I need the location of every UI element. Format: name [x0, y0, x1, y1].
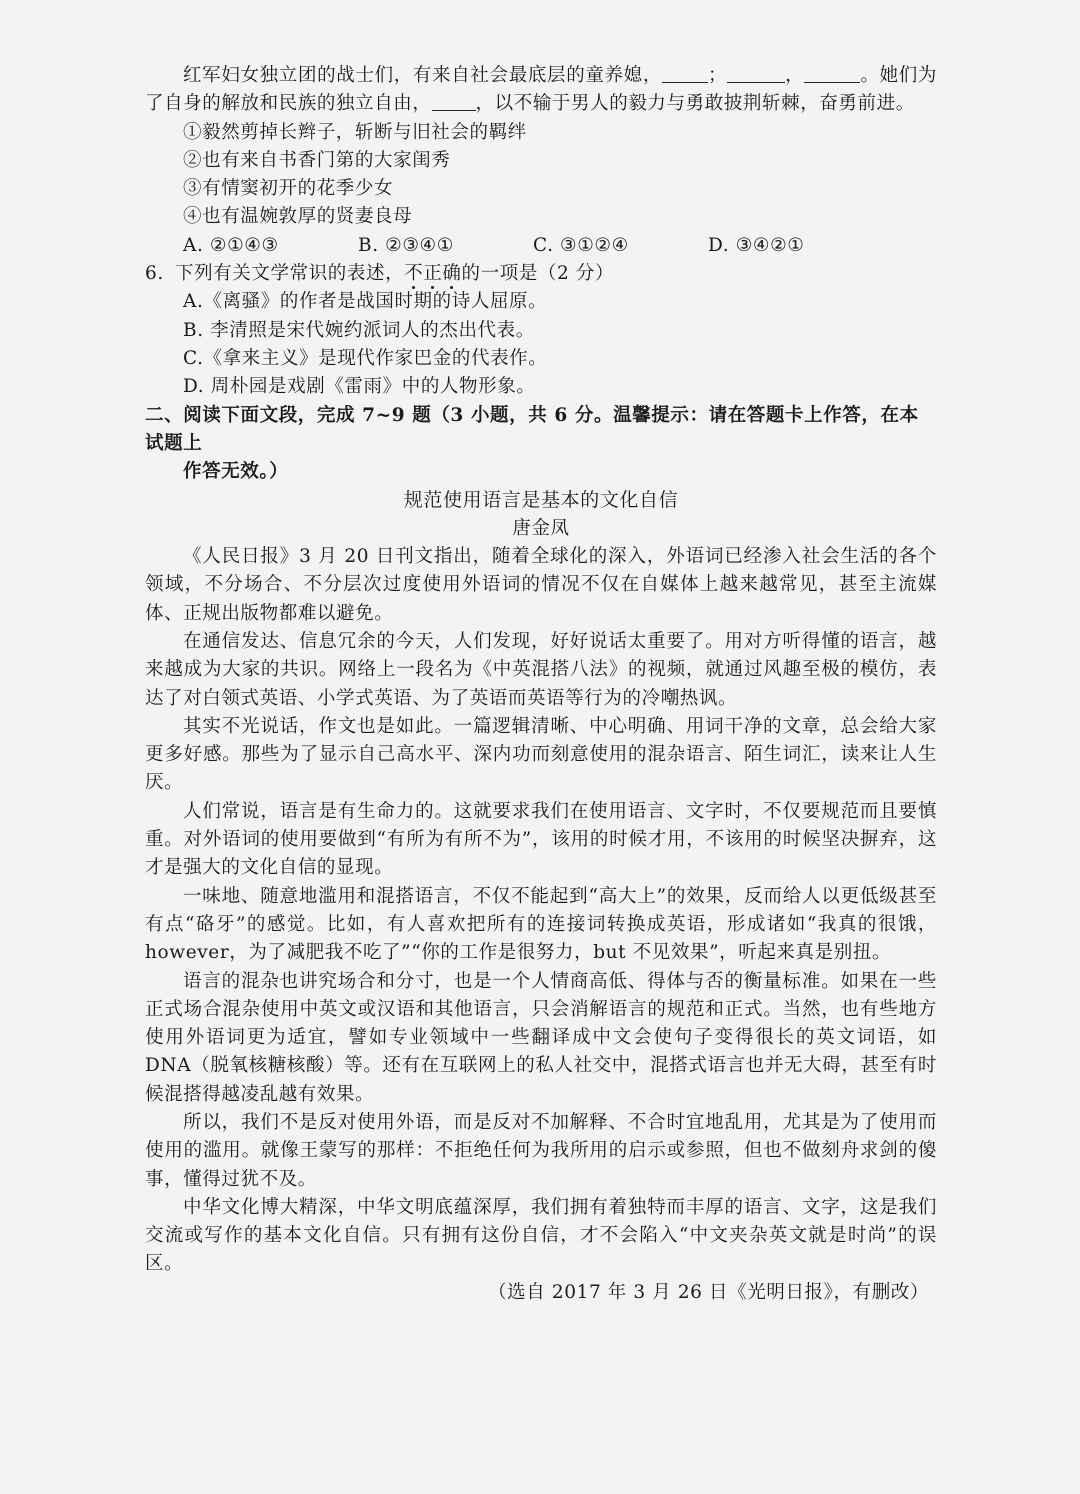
article-paragraph: 一味地、随意地滥用和混搭语言，不仅不能起到“高大上”的效果，反而给人以更低级甚至有点“硌牙”的感觉。比如，有人喜欢把所有的连接词转换成英语，形成诸如“我真的很饿，however，为了减肥我不吃了”“你的工作是很努力，but 不见效果”，听起来真是别扭。 — [145, 885, 937, 964]
emphasis-char: 确 — [442, 263, 462, 285]
answer-blank — [727, 62, 785, 83]
article-paragraph: 其实不光说话，作文也是如此。一篇逻辑清晰、中心明确、用词干净的文章，总会给大家更多好感。那些为了显示自己高水平、深内功而刻意使用的混杂语言、陌生词汇，读来让人生厌。 — [145, 715, 937, 794]
section-heading-cont: 作答无效。） — [183, 461, 289, 483]
q5-option: ④也有温婉敦厚的贤妻良母 — [183, 206, 413, 228]
page-content — [145, 62, 937, 1307]
q6-number: 6. — [145, 263, 164, 285]
q5-stem-text-2: 。她们为了自身的解放和民族的独立自由， — [145, 65, 937, 115]
article-author: 唐金凤 — [512, 517, 570, 539]
q6-stem-text: 下列有关文学常识的表述， — [175, 263, 405, 285]
article-paragraph: 人们常说，语言是有生命力的。这就要求我们在使用语言、文字时，不仅要规范而且要慎重。对外语词的使用要做到“有所为有所不为”，该用的时候才用，不该用的时候坚决摒弃，这才是强大的文化自信的显现。 — [145, 800, 937, 879]
q6-option: B. 李清照是宋代婉约派词人的杰出代表。 — [183, 319, 535, 341]
section-heading: 二、阅读下面文段，完成 7~9 题（3 小题，共 6 分。温馨提示：请在答题卡上作答，在本试题上 — [145, 404, 919, 454]
article-paragraph: 中华文化博大精深，中华文明底蕴深厚，我们拥有着独特而丰厚的语言、文字，这是我们交流或写作的基本文化自信。只有拥有这份自信，才不会陷入“中文夹杂英文就是时尚”的误区。 — [145, 1196, 937, 1275]
article-paragraph: 在通信发达、信息冗余的今天，人们发现，好好说话太重要了。用对方听得懂的语言，越来越成为大家的共识。网络上一段名为《中英混搭八法》的视频，就通过风趣至极的模仿，表达了对白领式英语、小学式英语、为了英语而英语等行为的冷嘲热讽。 — [145, 630, 937, 709]
q5-stem-text-1: 红军妇女独立团的战士们，有来自社会最底层的童养媳， — [183, 65, 663, 86]
article-paragraph: 语言的混杂也讲究场合和分寸，也是一个人情商高低、得体与否的衡量标准。如果在一些正式场合混杂使用中英文或汉语和其他语言，只会消解语言的规范和正式。当然，也有些地方使用外语词更为适宜，譬如专业领域中一些翻译成中文会使句子变得很长的英文词语，如 DNA（脱氧核糖核酸）等。还有在互联网上的私人社交中，混搭式语言也并无大碍，甚至有时候混搭得越凌乱越有效果。 — [145, 970, 937, 1105]
q5-stem — [145, 62, 937, 119]
answer-blank — [804, 62, 860, 83]
article-paragraph: 所以，我们不是反对使用外语，而是反对不加解释、不合时宜地乱用，尤其是为了使用而使用的滥用。就像王蒙写的那样：不拒绝任何为我所用的启示或参照，但也不做刻舟求剑的傻事，懂得过犹不及。 — [145, 1111, 937, 1190]
article-title: 规范使用语言是基本的文化自信 — [403, 489, 679, 512]
q5-choice-d: D. ③④②① — [708, 234, 805, 256]
q6-stem — [145, 260, 937, 288]
q5-option: ②也有来自书香门第的大家闺秀 — [183, 149, 451, 171]
answer-blank — [432, 90, 476, 111]
emphasis-char: 正 — [423, 263, 443, 285]
q5-choices — [145, 232, 937, 260]
q6-option: D. 周朴园是戏剧《雷雨》中的人物形象。 — [183, 376, 536, 398]
article-paragraph: 《人民日报》3 月 20 日刊文指出，随着全球化的深入，外语词已经渗入社会生活的各个领域，不分场合、不分层次过度使用外语词的情况不仅在自媒体上越来越常见，甚至主流媒体、正规出版物都难以避免。 — [145, 546, 937, 624]
q6-option: C.《拿来主义》是现代作家巴金的代表作。 — [183, 347, 548, 369]
q6-option: A.《离骚》的作者是战国时期的诗人屈原。 — [183, 291, 548, 313]
q5-option: ③有情窦初开的花季少女 — [183, 178, 394, 200]
q5-stem-text-3: ，以不输于男人的毅力与勇敢披荆斩棘，奋勇前进。 — [475, 93, 915, 115]
article-source: （选自 2017 年 3 月 26 日《光明日报》，有删改） — [488, 1281, 929, 1303]
q5-choice-c: C. ③①②④ — [533, 234, 629, 256]
q5-option: ①毅然剪掉长辫子，斩断与旧社会的羁绊 — [183, 121, 527, 143]
emphasis-char: 不 — [404, 263, 424, 285]
q5-choice-b: B. ②③④① — [358, 234, 454, 256]
q5-choice-a: A. ②①④③ — [183, 234, 279, 256]
q5-separator: ， — [785, 65, 805, 86]
answer-blank — [662, 62, 708, 83]
q5-separator: ； — [708, 65, 728, 86]
q6-stem-text: 的一项是（2 分） — [461, 263, 615, 285]
